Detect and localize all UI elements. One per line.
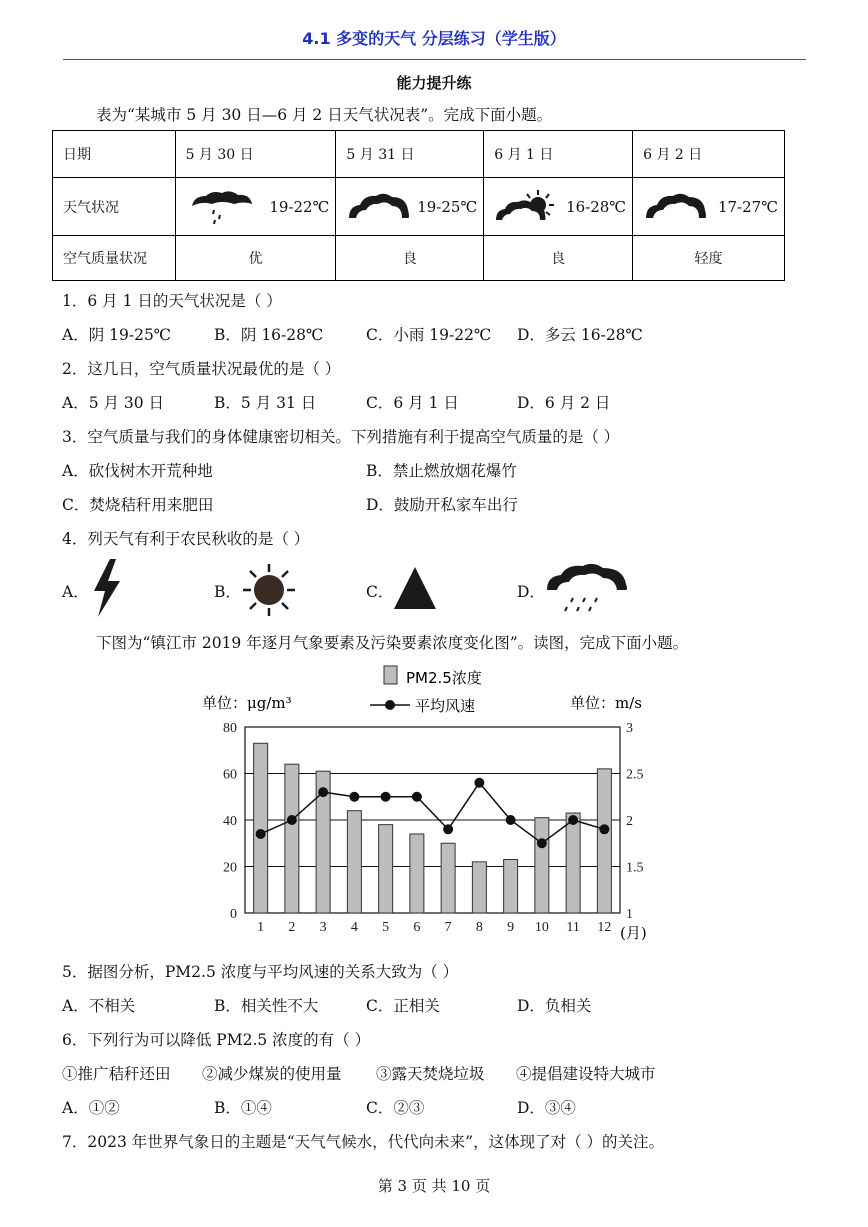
row-label-weather: 天气状况 [53, 178, 176, 236]
left-tick-label: 60 [223, 767, 237, 783]
statement-1: ①推广秸秆还田 [62, 1065, 171, 1083]
section-title: 能力提升练 [396, 74, 472, 92]
option-d: D．负相关 [517, 997, 592, 1015]
option-b: B．阴 16-28℃ [214, 326, 324, 344]
pm25-windspeed-chart [190, 660, 670, 950]
x-tick-label: 6 [413, 920, 421, 935]
wind-speed-point [506, 815, 516, 825]
left-tick-label: 40 [223, 814, 237, 829]
wind-speed-point [349, 792, 359, 802]
option-a: A． [62, 583, 89, 601]
page-footer: 第 3 页 共 10 页 [377, 1177, 491, 1195]
temperature-text: 17-27℃ [717, 197, 778, 216]
light-rain-icon [186, 188, 258, 226]
wind-speed-point [599, 824, 609, 834]
weather-table [52, 130, 785, 281]
partly-cloudy-icon [494, 188, 556, 226]
left-tick-label: 20 [223, 860, 237, 876]
date-cell: 5 月 30 日 [175, 131, 336, 178]
legend-wind-label: 平均风速 [415, 697, 476, 715]
option-a: A．①② [62, 1099, 120, 1117]
wind-speed-point [256, 829, 266, 839]
wind-speed-line [261, 783, 605, 843]
overcast-icon [346, 188, 412, 226]
temperature-text: 16-28℃ [566, 197, 627, 216]
pm25-bar [535, 818, 549, 913]
question-3-stem: 3．空气质量与我们的身体健康密切相关。下列措施有利于提高空气质量的是（ ） [62, 428, 620, 446]
table-intro: 表为“某城市 5 月 30 日—6 月 2 日天气状况表”。完成下面小题。 [96, 106, 553, 124]
option-b: B．禁止燃放烟花爆竹 [366, 462, 517, 480]
table-row [53, 131, 785, 178]
x-tick-label: 11 [566, 920, 580, 935]
legend-bar-swatch [384, 666, 397, 684]
table-row [53, 178, 785, 236]
option-b: B． [214, 583, 241, 601]
left-axis-unit: 单位：μg/m³ [202, 694, 292, 712]
option-d: D．6 月 2 日 [517, 394, 611, 412]
pm25-bar [472, 862, 486, 913]
temperature-text: 19-25℃ [417, 197, 478, 216]
air-quality-cell: 优 [175, 236, 336, 281]
wind-speed-point [443, 824, 453, 834]
wind-speed-point [537, 838, 547, 848]
x-tick-label: 5 [382, 920, 390, 935]
question-6-stem: 6．下列行为可以降低 PM2.5 浓度的有（ ） [62, 1031, 371, 1049]
pm25-bar [566, 813, 580, 913]
pm25-bar [504, 860, 518, 913]
right-tick-label: 1 [626, 907, 633, 922]
pm25-bar [347, 811, 361, 913]
x-tick-label: 2 [288, 920, 296, 935]
option-d: D．③④ [517, 1099, 576, 1117]
pm25-bar [379, 825, 393, 913]
option-c: C．6 月 1 日 [366, 394, 459, 412]
option-c: C． [366, 583, 394, 601]
triangle-icon [392, 565, 438, 611]
lightning-icon [90, 557, 124, 619]
x-tick-label: 3 [319, 920, 327, 935]
left-tick-label: 80 [223, 721, 237, 736]
right-tick-label: 2 [626, 814, 633, 829]
pm25-bar [285, 764, 299, 913]
weather-cell [175, 178, 336, 236]
option-a: A．阴 19-25℃ [62, 326, 172, 344]
option-a: A．5 月 30 日 [62, 394, 165, 412]
left-tick-label: 0 [230, 907, 237, 922]
option-b: B．①④ [214, 1099, 272, 1117]
option-a: A．不相关 [62, 997, 136, 1015]
option-d: D．鼓励开私家车出行 [366, 496, 518, 514]
question-5-stem: 5．据图分析，PM2.5 浓度与平均风速的关系大致为（ ） [62, 963, 459, 981]
date-cell: 5 月 31 日 [336, 131, 484, 178]
wind-speed-point [568, 815, 578, 825]
right-tick-label: 3 [626, 721, 633, 736]
wind-speed-point [474, 778, 484, 788]
option-b: B．5 月 31 日 [214, 394, 317, 412]
x-tick-label: 7 [444, 920, 452, 935]
legend-pm25-label: PM2.5浓度 [406, 669, 482, 687]
option-d: D．多云 16-28℃ [517, 326, 643, 344]
x-tick-label: 1 [257, 920, 265, 935]
option-c: C．②③ [366, 1099, 425, 1117]
x-tick-label: 4 [350, 920, 358, 935]
temperature-text: 19-22℃ [269, 197, 330, 216]
overcast-icon [643, 188, 709, 226]
air-quality-cell: 良 [484, 236, 633, 281]
question-7-stem: 7．2023 年世界气象日的主题是“天气气候水，代代向未来”，这体现了对（ ）的关注。 [62, 1133, 665, 1151]
option-c: C．焚烧秸秆用来肥田 [62, 496, 214, 514]
row-label-date: 日期 [53, 131, 176, 178]
pm25-bar [254, 743, 268, 913]
weather-cell [633, 178, 785, 236]
table-row [53, 236, 785, 281]
legend-line-marker [385, 700, 395, 710]
row-label-air-quality: 空气质量状况 [53, 236, 176, 281]
question-2-stem: 2．这几日，空气质量状况最优的是（ ） [62, 360, 341, 378]
right-axis-unit: 单位：m/s [570, 694, 642, 712]
option-a: A．砍伐树木开荒种地 [62, 462, 213, 480]
wind-speed-point [318, 787, 328, 797]
header-divider [63, 59, 806, 60]
x-tick-label: 12 [597, 920, 612, 935]
pm25-bar [597, 769, 611, 913]
x-axis-unit: (月) [620, 924, 647, 942]
option-c: C．正相关 [366, 997, 440, 1015]
right-tick-label: 1.5 [626, 860, 644, 876]
statement-4: ④提倡建设特大城市 [516, 1065, 656, 1083]
date-cell: 6 月 1 日 [484, 131, 633, 178]
statement-3: ③露天焚烧垃圾 [376, 1065, 485, 1083]
question-4-stem: 4．列天气有利于农民秋收的是（ ） [62, 530, 310, 548]
option-d: D． [517, 583, 545, 601]
option-c: C．小雨 19-22℃ [366, 326, 492, 344]
date-cell: 6 月 2 日 [633, 131, 785, 178]
air-quality-cell: 轻度 [633, 236, 785, 281]
chart-legend [370, 666, 482, 715]
x-tick-label: 8 [475, 920, 483, 935]
pm25-bar [410, 834, 424, 913]
wind-speed-point [412, 792, 422, 802]
option-b: B．相关性不大 [214, 997, 319, 1015]
weather-cell [336, 178, 484, 236]
page-header-title: 4.1 多变的天气 分层练习（学生版） [302, 29, 566, 48]
wind-speed-point [381, 792, 391, 802]
weather-cell [484, 178, 633, 236]
right-tick-label: 2.5 [626, 767, 644, 783]
x-tick-label: 9 [507, 920, 515, 935]
chart-intro: 下图为“镇江市 2019 年逐月气象要素及污染要素浓度变化图”。读图，完成下面小题。 [96, 634, 689, 652]
pm25-bar [441, 843, 455, 913]
statement-2: ②减少煤炭的使用量 [202, 1065, 342, 1083]
question-1-stem: 1．6 月 1 日的天气状况是（ ） [62, 292, 282, 310]
air-quality-cell: 良 [336, 236, 484, 281]
wind-speed-point [287, 815, 297, 825]
sun-icon [242, 563, 296, 617]
rain-cloud-icon [545, 562, 629, 614]
x-tick-label: 10 [534, 920, 549, 935]
